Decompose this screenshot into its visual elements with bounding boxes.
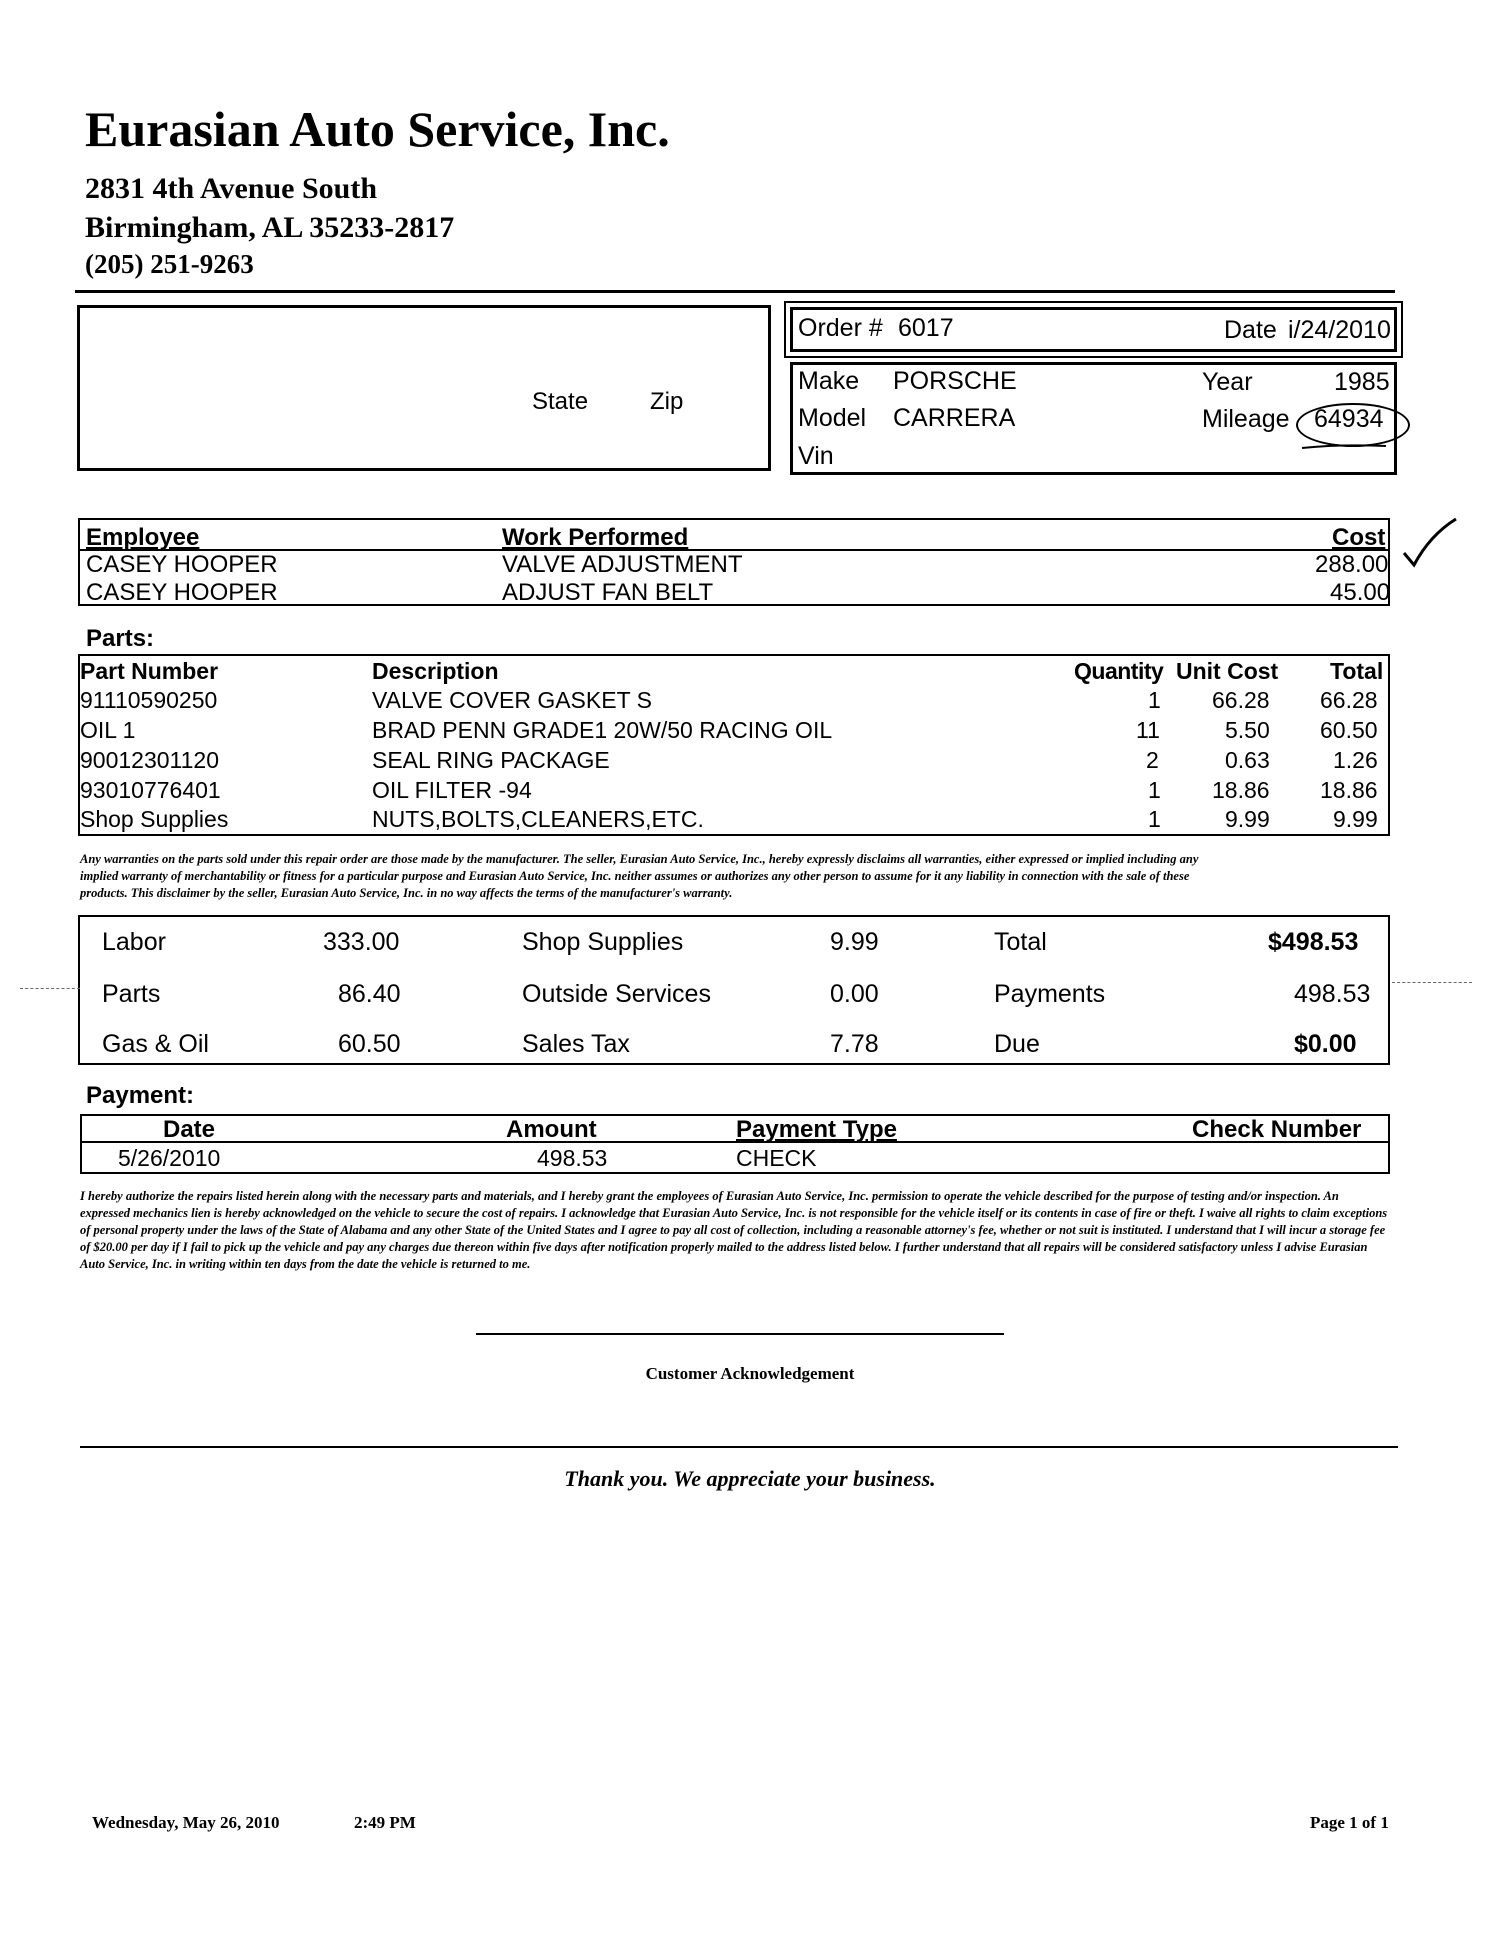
parts-row-1-part-number: 91110590250: [80, 687, 218, 713]
sales-tax-label: Sales Tax: [522, 1030, 630, 1058]
gas-oil-value: 60.50: [338, 1030, 401, 1058]
parts-header-total: Total: [1330, 658, 1384, 684]
company-address-line2: Birmingham, AL 35233-2817: [85, 211, 455, 244]
parts-total-label: Parts: [102, 980, 161, 1008]
parts-row-4-quantity: 1: [1148, 777, 1161, 803]
parts-row-5-description: NUTS,BOLTS,CLEANERS,ETC.: [372, 806, 704, 832]
model-label: Model: [798, 404, 867, 432]
company-phone: (205) 251-9263: [85, 249, 254, 279]
model-value: CARRERA: [893, 404, 1016, 432]
labor-row-1-employee: CASEY HOOPER: [86, 551, 278, 578]
parts-row-1-quantity: 1: [1148, 687, 1161, 713]
labor-header-cost: Cost: [1332, 524, 1386, 551]
vin-label: Vin: [798, 442, 834, 470]
state-label: State: [532, 388, 589, 415]
bottom-divider: [80, 1446, 1398, 1448]
zip-label: Zip: [650, 388, 684, 415]
gas-oil-label: Gas & Oil: [102, 1030, 209, 1058]
parts-total-value: 86.40: [338, 980, 401, 1008]
payment-header-date: Date: [163, 1116, 216, 1143]
payment-amount: 498.53: [537, 1145, 608, 1171]
payment-header-type: Payment Type: [736, 1116, 897, 1143]
order-date: i/24/2010: [1288, 316, 1391, 344]
payment-date: 5/26/2010: [118, 1145, 221, 1171]
labor-row-1-cost: 288.00: [1315, 551, 1389, 578]
shop-supplies-label: Shop Supplies: [522, 928, 684, 956]
mileage-value: 64934: [1314, 405, 1384, 433]
parts-header-description: Description: [372, 658, 499, 684]
footer-time: 2:49 PM: [354, 1813, 416, 1832]
parts-row-4-part-number: 93010776401: [80, 777, 221, 803]
parts-row-5-part-number: Shop Supplies: [80, 806, 229, 832]
parts-header-quantity: Quantity: [1074, 658, 1164, 684]
parts-row-5-total: 9.99: [1333, 806, 1378, 832]
due-value: $0.00: [1294, 1030, 1357, 1058]
grand-total-value: $498.53: [1268, 928, 1359, 956]
parts-header-unit-cost: Unit Cost: [1176, 658, 1279, 684]
thank-you-message: Thank you. We appreciate your business.: [564, 1466, 936, 1491]
handwritten-checkmark-icon: [1400, 515, 1460, 575]
due-label: Due: [994, 1030, 1040, 1058]
parts-row-3-description: SEAL RING PACKAGE: [372, 747, 610, 773]
scan-artifact-right: [1392, 982, 1472, 984]
company-name: Eurasian Auto Service, Inc.: [85, 101, 670, 157]
payments-value: 498.53: [1294, 980, 1371, 1008]
parts-row-4-total: 18.86: [1320, 777, 1378, 803]
order-number: 6017: [898, 314, 954, 342]
payment-header-amount: Amount: [506, 1116, 597, 1143]
parts-row-3-quantity: 2: [1146, 747, 1159, 773]
company-address-line1: 2831 4th Avenue South: [85, 172, 378, 205]
parts-row-3-part-number: 90012301120: [80, 747, 219, 773]
parts-row-2-quantity: 11: [1136, 717, 1160, 743]
customer-acknowledgement-label: Customer Acknowledgement: [645, 1364, 855, 1383]
scan-artifact-left: [20, 988, 80, 990]
signature-line: [476, 1333, 1004, 1335]
header-divider: [75, 290, 1395, 293]
labor-header-employee: Employee: [86, 524, 200, 551]
warranty-disclaimer-line-3: products. This disclaimer by the seller, Eurasian Auto Service, Inc. in no way affects the terms of the manufacturer's warranty.: [80, 886, 733, 900]
labor-row-2-employee: CASEY HOOPER: [86, 579, 278, 606]
labor-total-label: Labor: [102, 928, 166, 956]
parts-row-5-quantity: 1: [1148, 806, 1161, 832]
parts-row-1-description: VALVE COVER GASKET S: [372, 687, 652, 713]
parts-title: Parts:: [86, 625, 155, 652]
labor-total-value: 333.00: [323, 928, 400, 956]
order-number-label: Order #: [798, 314, 883, 342]
make-label: Make: [798, 367, 860, 395]
outside-services-value: 0.00: [830, 980, 879, 1008]
outside-services-label: Outside Services: [522, 980, 711, 1008]
payment-type: CHECK: [736, 1145, 817, 1171]
totals-box: [78, 915, 1390, 1065]
warranty-disclaimer-line-2: implied warranty of merchantability or fitness for a particular purpose and Eurasian Auto Service, Inc. neither assumes or authorizes any other person to assume for it any liability in connection with the sale of these: [80, 869, 1190, 883]
make-value: PORSCHE: [893, 367, 1017, 395]
parts-row-5-unit-cost: 9.99: [1225, 806, 1270, 832]
payments-label: Payments: [994, 980, 1106, 1008]
parts-row-4-unit-cost: 18.86: [1212, 777, 1270, 803]
labor-header-work: Work Performed: [502, 524, 689, 551]
warranty-disclaimer-line-1: Any warranties on the parts sold under this repair order are those made by the manufacturer. The seller, Eurasian Auto Service, Inc., hereby expressly disclaims all warranties, either expressed or implied including any: [80, 852, 1199, 866]
sales-tax-value: 7.78: [830, 1030, 879, 1058]
labor-row-2-cost: 45.00: [1330, 579, 1391, 606]
labor-row-1-work: VALVE ADJUSTMENT: [502, 551, 743, 578]
parts-row-3-unit-cost: 0.63: [1225, 747, 1270, 773]
parts-row-1-total: 66.28: [1320, 687, 1378, 713]
shop-supplies-value: 9.99: [830, 928, 879, 956]
parts-row-3-total: 1.26: [1333, 747, 1378, 773]
parts-row-2-part-number: OIL 1: [80, 717, 136, 743]
mileage-label: Mileage: [1202, 405, 1290, 433]
labor-row-2-work: ADJUST FAN BELT: [502, 579, 714, 606]
order-date-label: Date: [1224, 316, 1277, 344]
authorization-text: I hereby authorize the repairs listed herein along with the necessary parts and materials, and I hereby grant the employees of Eurasian Auto Service, Inc. permission to operate the vehicle described for the purpose of testing and/or inspection. An expressed mechanics lien is hereby acknowledged on the vehicle to secure the cost of repairs. I acknowledge that Eurasian Auto Service, Inc. is not responsible for the vehicle itself or its contents in case of fire or theft. I waive all rights to claim exceptions of personal property under the laws of the State of Alabama and any other State of the United States and I agree to pay all cost of collection, including a reasonable attorney's fee, whether or not suit is instituted. I understand that I will incur a storage fee of $20.00 per day if I fail to pick up the vehicle and pay any charges due thereon within five days after notification properly mailed to the address listed below. I further understand that all repairs will be considered satisfactory unless I advise Eurasian Auto Service, Inc. in writing within ten days from the date the vehicle is returned to me.: [80, 1189, 1388, 1271]
parts-row-2-total: 60.50: [1320, 717, 1378, 743]
parts-row-2-unit-cost: 5.50: [1225, 717, 1270, 743]
payment-title: Payment:: [86, 1082, 195, 1109]
handwritten-underline: [1300, 440, 1390, 454]
year-label: Year: [1202, 368, 1253, 396]
footer-page-number: Page 1 of 1: [1310, 1813, 1389, 1832]
parts-row-4-description: OIL FILTER -94: [372, 777, 532, 803]
payment-header-check-number: Check Number: [1192, 1116, 1362, 1143]
year-value: 1985: [1334, 368, 1390, 396]
parts-header-part-number: Part Number: [80, 658, 219, 684]
parts-row-1-unit-cost: 66.28: [1212, 687, 1270, 713]
parts-row-2-description: BRAD PENN GRADE1 20W/50 RACING OIL: [372, 717, 833, 743]
grand-total-label: Total: [994, 928, 1047, 956]
footer-date: Wednesday, May 26, 2010: [92, 1813, 280, 1832]
